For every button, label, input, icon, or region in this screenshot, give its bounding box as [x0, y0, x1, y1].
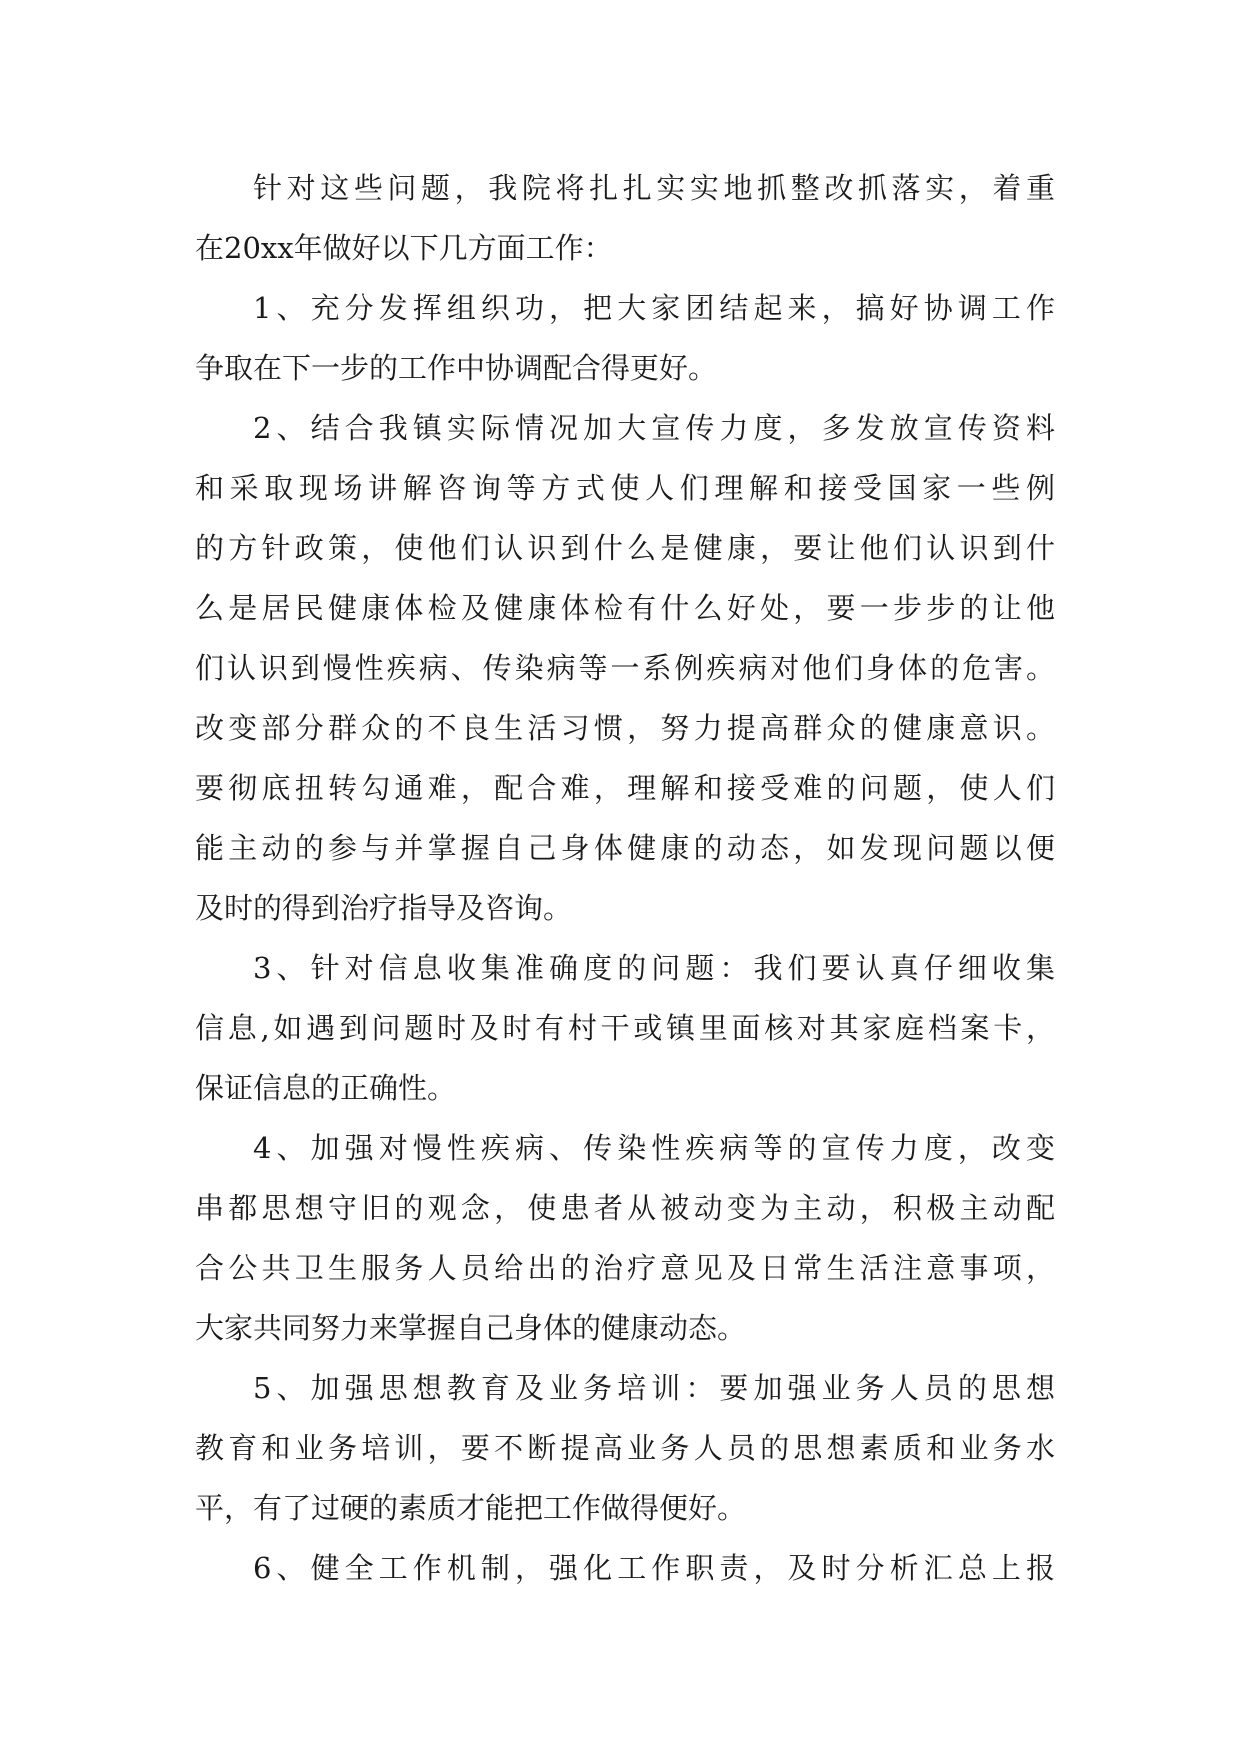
paragraph-line: 们认识到慢性疾病、传染病等一系例疾病对他们身体的危害。	[195, 651, 1055, 685]
paragraph-first-line: 1、充分发挥组织功，把大家团结起来，搞好协调工作	[253, 291, 1055, 325]
paragraph-line: 合公共卫生服务人员给出的治疗意见及日常生活注意事项，	[195, 1251, 1055, 1285]
paragraph-line: 能主动的参与并掌握自己身体健康的动态，如发现问题以便	[195, 831, 1055, 865]
paragraph-line: 信息,如遇到问题时及时有村干或镇里面核对其家庭档案卡，	[195, 1011, 1055, 1045]
document-body	[195, 158, 1055, 1598]
paragraph-first-line: 4、加强对慢性疾病、传染性疾病等的宣传力度，改变	[253, 1131, 1055, 1165]
paragraph-first-line: 6、健全工作机制，强化工作职责，及时分析汇总上报	[253, 1551, 1055, 1585]
paragraph-line: 要彻底扭转勾通难，配合难，理解和接受难的问题，使人们	[195, 771, 1055, 805]
paragraph-line: 的方针政策，使他们认识到什么是健康，要让他们认识到什	[195, 531, 1055, 565]
paragraph-line: 改变部分群众的不良生活习惯，努力提高群众的健康意识。	[195, 711, 1055, 745]
paragraph-line: 保证信息的正确性。	[195, 1071, 457, 1105]
paragraph-line: 及时的得到治疗指导及咨询。	[195, 891, 573, 925]
paragraph-line: 教育和业务培训，要不断提高业务人员的思想素质和业务水	[195, 1431, 1055, 1465]
paragraph-line: 平，有了过硬的素质才能把工作做得便好。	[195, 1491, 747, 1525]
paragraph-first-line: 3、针对信息收集准确度的问题：我们要认真仔细收集	[253, 951, 1055, 985]
paragraph-line: 大家共同努力来掌握自己身体的健康动态。	[195, 1311, 747, 1345]
paragraph-line: 在20xx年做好以下几方面工作：	[195, 231, 613, 265]
paragraph-line: 么是居民健康体检及健康体检有什么好处，要一步步的让他	[195, 591, 1055, 625]
paragraph-line: 争取在下一步的工作中协调配合得更好。	[195, 351, 718, 385]
paragraph-first-line: 5、加强思想教育及业务培训：要加强业务人员的思想	[253, 1371, 1055, 1405]
paragraph-first-line: 针对这些问题，我院将扎扎实实地抓整改抓落实，着重	[253, 171, 1055, 205]
paragraph-line: 和采取现场讲解咨询等方式使人们理解和接受国家一些例	[195, 471, 1055, 505]
paragraph-line: 串都思想守旧的观念，使患者从被动变为主动，积极主动配	[195, 1191, 1055, 1225]
paragraph-first-line: 2、结合我镇实际情况加大宣传力度，多发放宣传资料	[253, 411, 1055, 445]
